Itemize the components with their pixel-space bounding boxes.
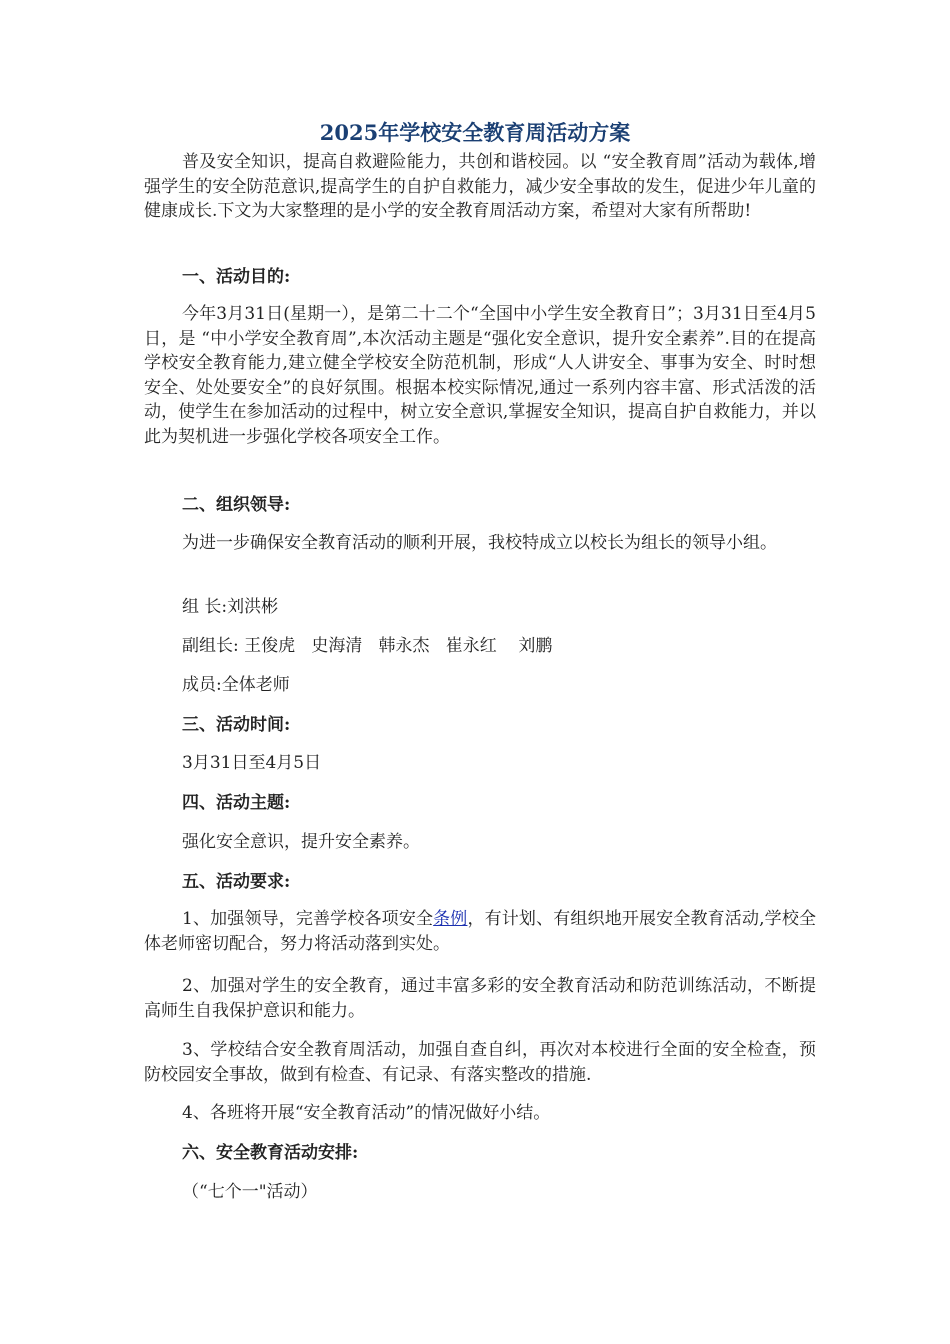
leader-line: 组 长:刘洪彬 bbox=[182, 597, 279, 617]
purpose-paragraph: 今年3月31日(星期一），是第二十二个“全国中小学生安全教育日”；3月31日至4月5日，是 “中小学安全教育周”,本次活动主题是“强化安全意识，提升安全素养”.目的在提高学校安全教育能力,建立健全学校安全防范机制，形成“人人讲安全、事事为安全、时时想安全、处处要安全”的良好氛围。根据本校实际情况,通过一系列内容丰富、形式活泼的活动，使学生在参加活动的过程中，树立安全意识,掌握安全知识，提高自护自救能力，并以此为契机进一步强化学校各项安全工作。 bbox=[144, 304, 816, 447]
requirement-1-text-before: 1、加强领导，完善学校各项安全 bbox=[182, 909, 434, 929]
intro-paragraph: 普及安全知识，提高自救避险能力，共创和谐校园。以 “安全教育周”活动为载体,增强学生的安全防范意识,提高学生的自护自救能力，减少安全事故的发生，促进少年儿童的健康成长.下文为大家整理的是小学的安全教育周活动方案，希望对大家有所帮助! bbox=[144, 152, 816, 221]
leadership-paragraph: 为进一步确保安全教育活动的顺利开展，我校特成立以校长为组长的领导小组。 bbox=[182, 533, 777, 553]
activity-time-line: 3月31日至4月5日 bbox=[182, 753, 322, 773]
members-line: 成员:全体老师 bbox=[182, 675, 290, 695]
section-heading-arrangement: 六、安全教育活动安排: bbox=[182, 1143, 359, 1163]
page-title: 2025年学校安全教育周活动方案 bbox=[319, 120, 631, 145]
requirement-1 bbox=[144, 907, 816, 956]
section-heading-theme: 四、活动主题: bbox=[182, 793, 291, 813]
arrangement-subtitle: （“七个一"活动） bbox=[182, 1182, 318, 1202]
section-heading-leadership: 二、组织领导: bbox=[182, 495, 291, 515]
requirement-3: 3、学校结合安全教育周活动，加强自查自纠，再次对本校进行全面的安全检查，预防校园安全事故，做到有检查、有记录、有落实整改的措施. bbox=[144, 1040, 816, 1085]
section-heading-time: 三、活动时间: bbox=[182, 715, 291, 735]
activity-theme-line: 强化安全意识，提升安全素养。 bbox=[182, 832, 420, 852]
deputy-leaders-line: 副组长: 王俊虎 史海清 韩永杰 崔永红 刘鹏 bbox=[182, 636, 553, 656]
section-heading-purpose: 一、活动目的: bbox=[182, 267, 291, 287]
regulations-link[interactable]: 条例 bbox=[433, 909, 468, 929]
requirement-4: 4、各班将开展“安全教育活动”的情况做好小结。 bbox=[182, 1103, 551, 1123]
requirement-2: 2、加强对学生的安全教育，通过丰富多彩的安全教育活动和防范训练活动，不断提高师生自我保护意识和能力。 bbox=[144, 976, 816, 1021]
requirement-1-text-after: ，有计划、有组织地开展安全教育活动,学校全体老师密切配合，努力将活动落到实处。 bbox=[144, 909, 816, 954]
section-heading-requirements: 五、活动要求: bbox=[182, 872, 291, 892]
